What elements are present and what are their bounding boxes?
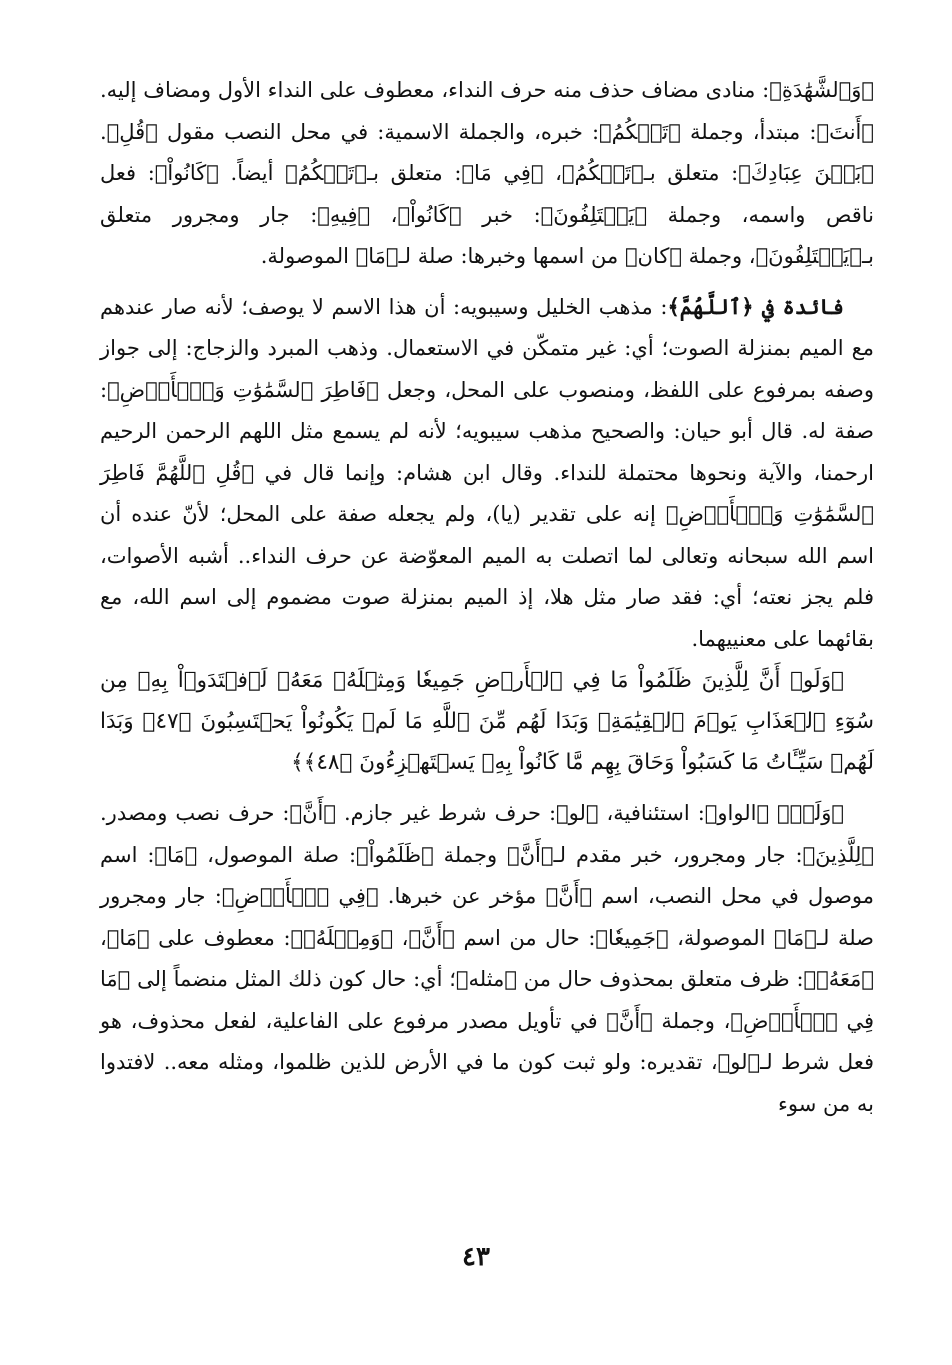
benefit-body: : مذهب الخليل وسيبويه: أن هذا الاسم لا يوصف؛ لأنه صار عندهم مع الميم بمنزلة الصوت؛ أي: غير متمكّن في الاستعمال. وذهب المبرد والزجاج: إلى جواز وصفه بمرفوع على اللفظ، ومنصوب على المحل، وجعل ﴿فَاطِرَ ٱلسَّمَٰوَٰتِ وَٱلۡأَرۡضِ﴾: صفة له. قال أبو حيان: والصحيح مذهب سيبويه؛ لأنه لم يسمع مثل اللهم الرحمن الرحيم ارحمنا، والآية ونحوها محتملة للنداء. وقال ابن هشام: وإنما قال في ﴿قُلِ ٱللَّهُمَّ فَاطِرَ ٱلسَّمَٰوَٰتِ وَٱلۡأَرۡضِ﴾ إنه على تقدير (يا)، ولم يجعله صفة على المحل؛ لأنّ عنده أن اسم الله سبحانه وتعالى لما اتصلت به الميم المعوّضة عن حرف النداء.. أشبه الأصوات، فلم يجز نعته؛ أي: فقد صار مثل هلا، إذ الميم بمنزلة صوت مضموم إلى اسم الله، مع بقائهما على معنييهما. <box>100 294 874 651</box>
paragraph-grammar-analysis-1: ﴿وَٱلشَّهَٰدَةِ﴾: منادى مضاف حذف منه حرف النداء، معطوف على النداء الأول ومضاف إليه. ﴿أَنتَ﴾: مبتدأ، وجملة ﴿تَحۡكُمُ﴾: خبره، والجملة الاسمية: في محل النصب مقول ﴿قُلِ﴾. ﴿بَيۡنَ عِبَادِكَ﴾: متعلق بـ﴿تَحۡكُمُ﴾، ﴿فِي مَا﴾: متعلق بـ﴿تَحۡكُمُ﴾ أيضاً. ﴿كَانُواْ﴾: فعل ناقص واسمه، وجملة ﴿يَخۡتَلِفُونَ﴾: خبر ﴿كَانُواْ﴾، ﴿فِيهِ﴾: جار ومجرور متعلق بـ﴿يَخۡتَلِفُونَ﴾، وجملة ﴿كان﴾ من اسمها وخبرها: صلة لـ﴿مَا﴾ الموصولة. <box>100 78 874 268</box>
page-number: ٤٣ <box>462 1242 490 1272</box>
paragraph-benefit-allahumma <box>100 286 874 661</box>
page-body <box>100 70 874 1305</box>
paragraph-grammar-analysis-2: ﴿وَلَوۡ﴾ ﴿الواو﴾: استئنافية، ﴿لو﴾: حرف شرط غير جازم. ﴿أَنَّ﴾: حرف نصب ومصدر. ﴿لِلَّذِينَ﴾: جار ومجرور، خبر مقدم لـ﴿أَنَّ﴾ وجملة ﴿ظَلَمُواْ﴾: صلة الموصول، ﴿مَا﴾: اسم موصول في محل النصب، اسم ﴿أَنَّ﴾ مؤخر عن خبرها. ﴿فِي ٱلۡأَرۡضِ﴾: جار ومجرور صلة لـ﴿مَا﴾ الموصولة، ﴿جَمِيعٗا﴾: حال من اسم ﴿أَنَّ﴾، ﴿وَمِثۡلَهُۥ﴾: معطوف على ﴿مَا﴾، ﴿مَعَهُۥ﴾: ظرف متعلق بمحذوف حال من ﴿مثله﴾؛ أي: حال كون ذلك المثل منضماً إلى ﴿مَا فِي ٱلۡأَرۡضِ﴾، وجملة ﴿أَنَّ﴾ في تأويل مصدر مرفوع على الفاعلية، لفعل محذوف، هو فعل شرط لـ﴿لو﴾، تقديره: ولو ثبت كون ما في الأرض للذين ظلموا، ومثله معه.. لافتدوا به من سوء <box>100 801 874 1116</box>
quran-verse: ﴿وَلَوۡ أَنَّ لِلَّذِينَ ظَلَمُواْ مَا فِي ٱلۡأَرۡضِ جَمِيعٗا وَمِثۡلَهُۥ مَعَهُۥ لَٱفۡتَدَوۡاْ بِهِۦ مِن سُوٓءِ ٱلۡعَذَابِ يَوۡمَ ٱلۡقِيَٰمَةِۚ وَبَدَا لَهُم مِّنَ ٱللَّهِ مَا لَمۡ يَكُونُواْ يَحۡتَسِبُونَ ﴿٤٧﴾ وَبَدَا لَهُمۡ سَيِّـَٔاتُ مَا كَسَبُواْ وَحَاقَ بِهِم مَّا كَانُواْ بِهِۦ يَسۡتَهۡزِءُونَ ﴿٤٨﴾﴾ <box>100 668 874 775</box>
benefit-heading: فائدة في ﴿ٱللَّهُمَّ﴾ <box>667 293 844 319</box>
